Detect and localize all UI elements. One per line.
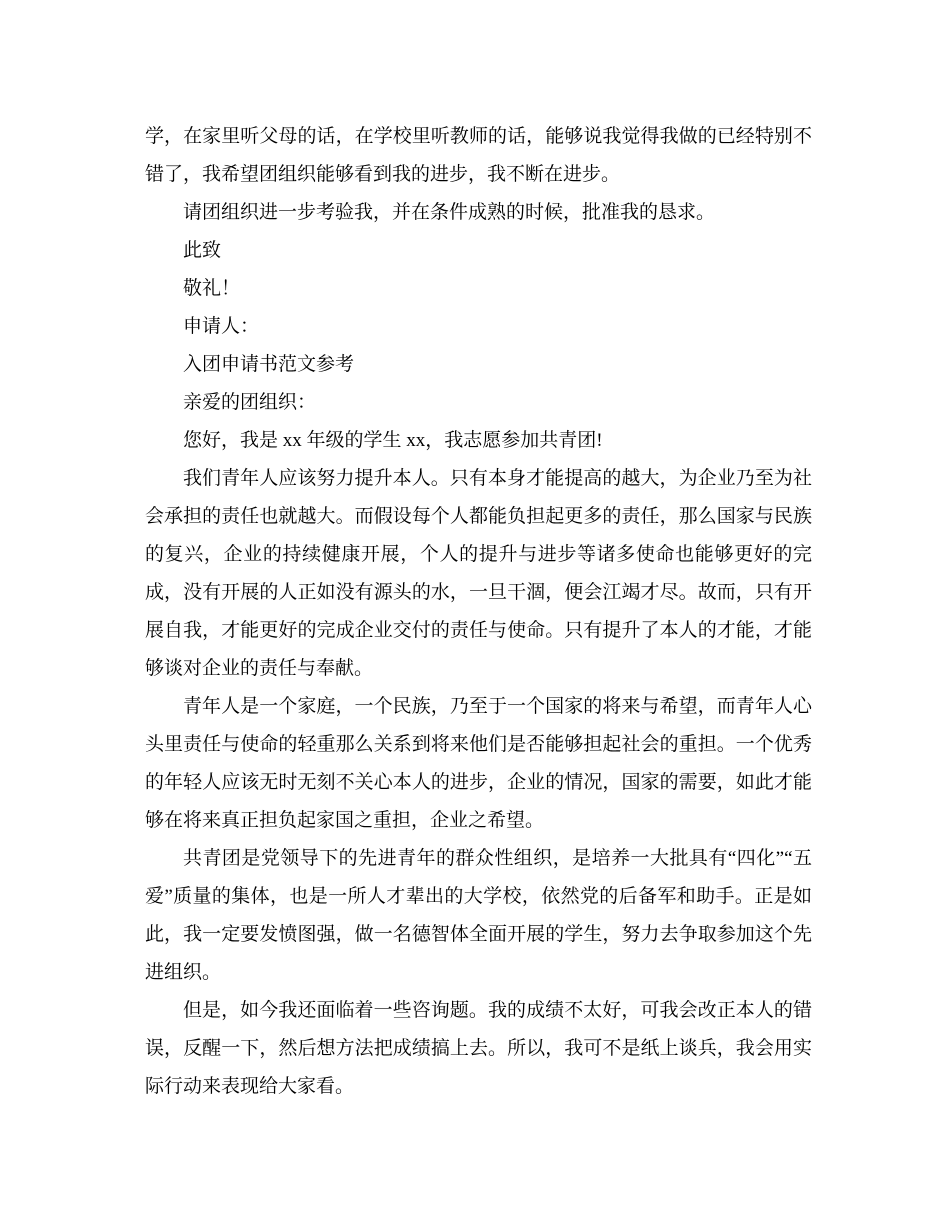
intro-line: 您好，我是 xx 年级的学生 xx，我志愿参加共青团! — [183, 430, 603, 451]
body-paragraph-2: 青年人是一个家庭，一个民族，乃至于一个国家的将来与希望，而青年人心头里责任与使命的轻重那么关系到将来他们是否能够担起社会的重担。一个优秀的年轻人应该无时无刻不关心本人的进步，企业的情况，国家的需要，如此才能够在将来真正担负起家国之重担，企业之希望。 — [145, 696, 812, 831]
closing-cizhi: 此致 — [183, 240, 222, 261]
request-line: 请团组织进一步考验我，并在条件成熟的时候，批准我的恳求。 — [183, 202, 716, 223]
body-paragraph-3: 共青团是党领导下的先进青年的群众性组织，是培养一大批具有“四化”“五爱”质量的集体，也是一所人才辈出的大学校，依然党的后备军和助手。正是如此，我一定要发愤图强，做一名德智体全面开展的学生，努力去争取参加这个先进组织。 — [145, 848, 812, 983]
body-paragraph-1: 我们青年人应该努力提升本人。只有本身才能提高的越大，为企业乃至为社会承担的责任也就越大。而假设每个人都能负担起更多的责任，那么国家与民族的复兴，企业的持续健康开展，个人的提升与进步等诸多使命也能够更好的完成，没有开展的人正如没有源头的水，一旦干涸，便会江竭才尽。故而，只有开展自我，才能更好的完成企业交付的责任与使命。只有提升了本人的才能，才能够谈对企业的责任与奉献。 — [145, 468, 812, 679]
section-title: 入团申请书范文参考 — [183, 354, 355, 375]
document-body — [145, 118, 812, 1106]
signature-line: 申请人： — [183, 316, 260, 337]
closing-salute: 敬礼！ — [183, 278, 241, 299]
body-continuation: 学，在家里听父母的话，在学校里听教师的话，能够说我觉得我做的已经特别不错了，我希望团组织能够看到我的进步，我不断在进步。 — [145, 126, 812, 185]
body-paragraph-4: 但是，如今我还面临着一些咨询题。我的成绩不太好，可我会改正本人的错误，反醒一下，然后想方法把成绩搞上去。所以，我可不是纸上谈兵，我会用实际行动来表现给大家看。 — [145, 1000, 812, 1097]
salutation: 亲爱的团组织： — [183, 392, 317, 413]
